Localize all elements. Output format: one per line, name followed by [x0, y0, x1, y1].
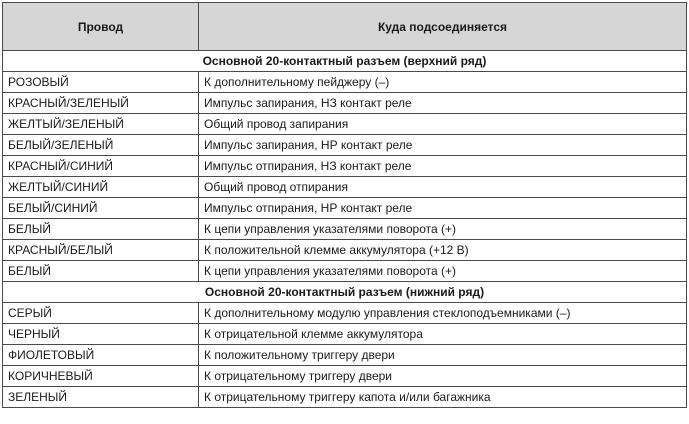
wire-cell: ЧЕРНЫЙ — [3, 324, 199, 345]
table-row — [3, 72, 687, 93]
wire-cell: КРАСНЫЙ/БЕЛЫЙ — [3, 240, 199, 261]
connects-to-cell: Общий провод отпирания — [199, 177, 687, 198]
connects-to-cell: Импульс отпирания, НР контакт реле — [199, 198, 687, 219]
header-wire: Провод — [3, 3, 199, 51]
table-row — [3, 303, 687, 324]
wire-cell: БЕЛЫЙ/ЗЕЛЕНЫЙ — [3, 135, 199, 156]
wire-cell: КРАСНЫЙ/ЗЕЛЕНЫЙ — [3, 93, 199, 114]
connects-to-cell: К дополнительному пейджеру (–) — [199, 72, 687, 93]
table-row — [3, 366, 687, 387]
table-row — [3, 93, 687, 114]
connects-to-cell: К цепи управления указателями поворота (+) — [199, 261, 687, 282]
table-row — [3, 177, 687, 198]
wire-cell: БЕЛЫЙ/СИНИЙ — [3, 198, 199, 219]
wire-cell: ЖЕЛТЫЙ/ЗЕЛЕНЫЙ — [3, 114, 199, 135]
table-row — [3, 156, 687, 177]
section-title: Основной 20-контактный разъем (верхний ряд) — [3, 51, 687, 72]
wire-cell: ЖЕЛТЫЙ/СИНИЙ — [3, 177, 199, 198]
connects-to-cell: К цепи управления указателями поворота (+) — [199, 219, 687, 240]
table-row — [3, 240, 687, 261]
connects-to-cell: К положительной клемме аккумулятора (+12 В) — [199, 240, 687, 261]
header-row — [3, 3, 687, 51]
wire-cell: КРАСНЫЙ/СИНИЙ — [3, 156, 199, 177]
section-row — [3, 282, 687, 303]
wire-cell: ФИОЛЕТОВЫЙ — [3, 345, 199, 366]
table-row — [3, 345, 687, 366]
connects-to-cell: Импульс запирания, НЗ контакт реле — [199, 93, 687, 114]
table-row — [3, 114, 687, 135]
connects-to-cell: Импульс запирания, НР контакт реле — [199, 135, 687, 156]
connects-to-cell: К отрицательному триггеру двери — [199, 366, 687, 387]
connects-to-cell: Импульс отпирания, НЗ контакт реле — [199, 156, 687, 177]
wire-cell: БЕЛЫЙ — [3, 261, 199, 282]
connects-to-cell: К дополнительному модулю управления стеклоподъемниками (–) — [199, 303, 687, 324]
header-connects-to: Куда подсоединяется — [199, 3, 687, 51]
connects-to-cell: К отрицательному триггеру капота и/или багажника — [199, 387, 687, 408]
wire-cell: КОРИЧНЕВЫЙ — [3, 366, 199, 387]
wiring-table — [2, 2, 687, 408]
connects-to-cell: Общий провод запирания — [199, 114, 687, 135]
section-title: Основной 20-контактный разъем (нижний ряд) — [3, 282, 687, 303]
wire-cell: ЗЕЛЕНЫЙ — [3, 387, 199, 408]
table-row — [3, 198, 687, 219]
connects-to-cell: К отрицательной клемме аккумулятора — [199, 324, 687, 345]
table-row — [3, 261, 687, 282]
connects-to-cell: К положительному триггеру двери — [199, 345, 687, 366]
wire-cell: РОЗОВЫЙ — [3, 72, 199, 93]
section-row — [3, 51, 687, 72]
table-row — [3, 135, 687, 156]
wire-cell: БЕЛЫЙ — [3, 219, 199, 240]
table-header — [3, 3, 687, 51]
wire-cell: СЕРЫЙ — [3, 303, 199, 324]
table-row — [3, 387, 687, 408]
table-row — [3, 324, 687, 345]
table-body — [3, 51, 687, 408]
table-row — [3, 219, 687, 240]
